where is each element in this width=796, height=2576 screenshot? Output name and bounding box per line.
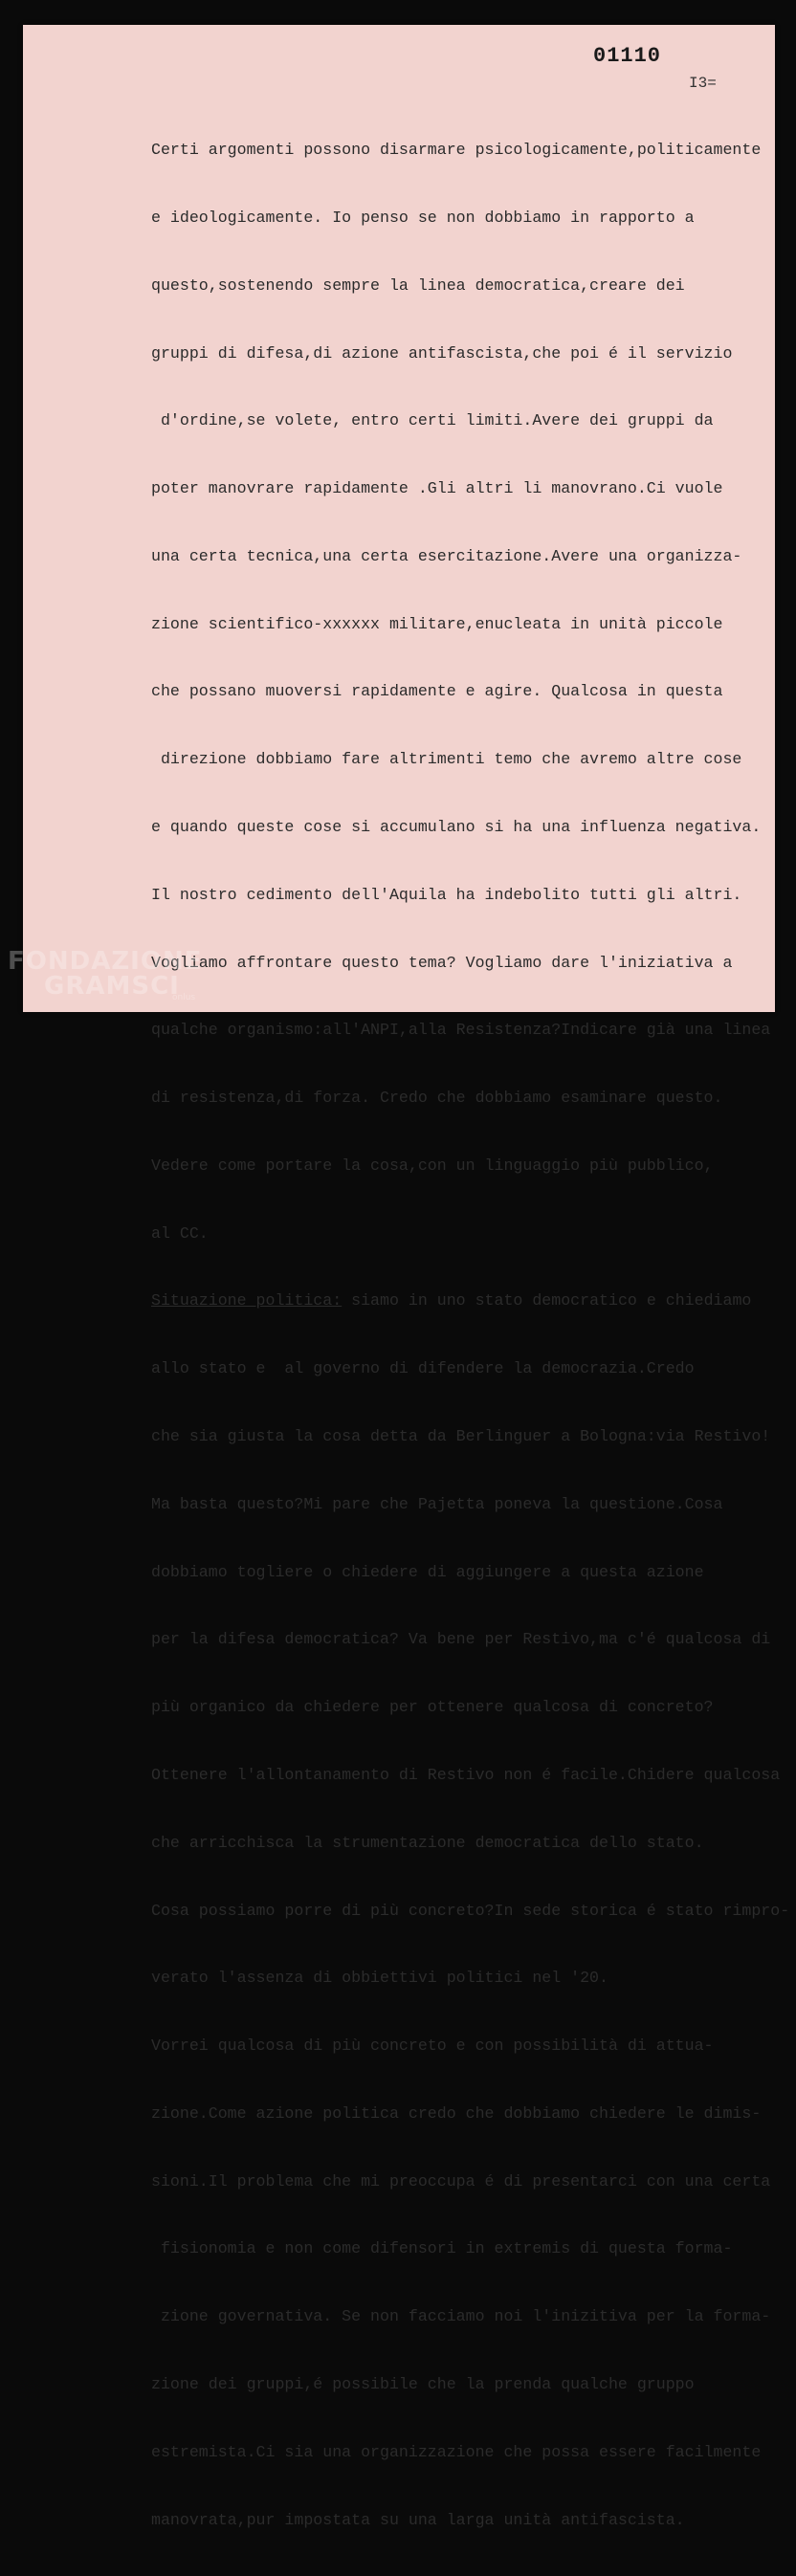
watermark-logo (8, 947, 202, 1002)
text-line: d'ordine,se volete, entro certi limiti.Avere dei gruppi da (151, 411, 714, 430)
text-line: Il nostro cedimento dell'Aquila ha indebolito tutti gli altri. (151, 885, 742, 904)
watermark-line1: FONDAZIONE (8, 947, 203, 976)
text-line: zione.Come azione politica credo che dobbiamo chiedere le dimis- (151, 2103, 762, 2123)
document-number: 01110 (593, 44, 662, 68)
text-line: questo,sostenendo sempre la linea democratica,creare dei (151, 275, 685, 295)
text-line: per la difesa democratica? Va bene per Restivo,ma c'é qualcosa di (151, 1630, 771, 1649)
text-line: fisionomia e non come difensori in extremis di questa forma- (151, 2239, 733, 2258)
text-line: direzione dobbiamo fare altrimenti temo che avremo altre cose (151, 750, 742, 769)
text-line: Cosa possiamo porre di più concreto?In sede storica é stato rimpro- (151, 1901, 790, 1920)
text-line: Vogliamo affrontare questo tema? Vogliamo dare l'iniziativa a (151, 953, 733, 972)
text-line: una certa tecnica,una certa esercitazione.Avere una organizza- (151, 546, 742, 565)
watermark-line2: GRAMSCI (44, 972, 180, 1001)
text-line: più organico da chiedere per ottenere qualcosa di concreto? (151, 1698, 714, 1717)
text-line: e quando queste cose si accumulano si ha una influenza negativa. (151, 818, 762, 836)
typed-text-body (151, 94, 790, 2576)
section-heading-line (151, 1289, 773, 1312)
document-page (23, 25, 790, 2529)
text-line: di resistenza,di forza. Credo che dobbiamo esaminare questo. (151, 1089, 723, 1108)
text-line: dobbiamo togliere o chiedere di aggiungere a questa azione (151, 1562, 704, 1581)
text-line: Ma basta questo?Mi pare che Pajetta poneva la questione.Cosa (151, 1494, 723, 1513)
watermark-line3: onlus (172, 993, 196, 1002)
text-line: che possano muoversi rapidamente e agire. Qualcosa in questa (151, 682, 723, 701)
text-line: verato l'assenza di obbiettivi politici nel '20. (151, 1969, 608, 1988)
text-line: zione scientifico-xxxxxx militare,enucleata in unità piccole (151, 614, 723, 633)
text-line: Vedere come portare la cosa,con un linguaggio più pubblico, (151, 1156, 714, 1175)
text-line: zione governativa. Se non facciamo noi l'inizitiva per la forma- (151, 2307, 771, 2326)
text-line: poter manovrare rapidamente .Gli altri li manovrano.Ci vuole (151, 479, 723, 498)
page-number: I3= (689, 75, 717, 92)
text-line: e ideologicamente. Io penso se non dobbiamo in rapporto a (151, 208, 695, 227)
text-line: zione dei gruppi,é possibile che la prenda qualche gruppo (151, 2374, 695, 2393)
text-line: che sia giusta la cosa detta da Berlinguer a Bologna:via Restivo! (151, 1427, 771, 1446)
text-line: allo stato e al governo di difendere la democrazia.Credo (151, 1359, 695, 1378)
text-line: estremista.Ci sia una organizzazione che possa essere facilmente (151, 2442, 762, 2461)
text-line: sioni.Il problema che mi preoccupa é di presentarci con una certa (151, 2171, 771, 2191)
text-line: al CC. (151, 1223, 209, 1243)
text-line: Ottenere l'allontanamento di Restivo non é facile.Chidere qualcosa (151, 1765, 781, 1784)
text-line: gruppi di difesa,di azione antifascista,che poi é il servizio (151, 343, 733, 363)
text-line: Vorrei qualcosa di più concreto e con possibilità di attua- (151, 2037, 714, 2056)
text-line: che arricchisca la strumentazione democratica dello stato. (151, 1833, 704, 1852)
text-line: qualche organismo:all'ANPI,alla Resistenza?Indicare già una linea (151, 1021, 771, 1040)
text-line: siamo in uno stato democratico e chiediamo (342, 1291, 752, 1310)
section-heading: Situazione politica: (151, 1291, 343, 1310)
text-line: Certi argomenti possono disarmare psicologicamente,politicamente (151, 141, 762, 160)
text-line: manovrata,pur impostata su una larga unità antifascista. (151, 2510, 685, 2529)
